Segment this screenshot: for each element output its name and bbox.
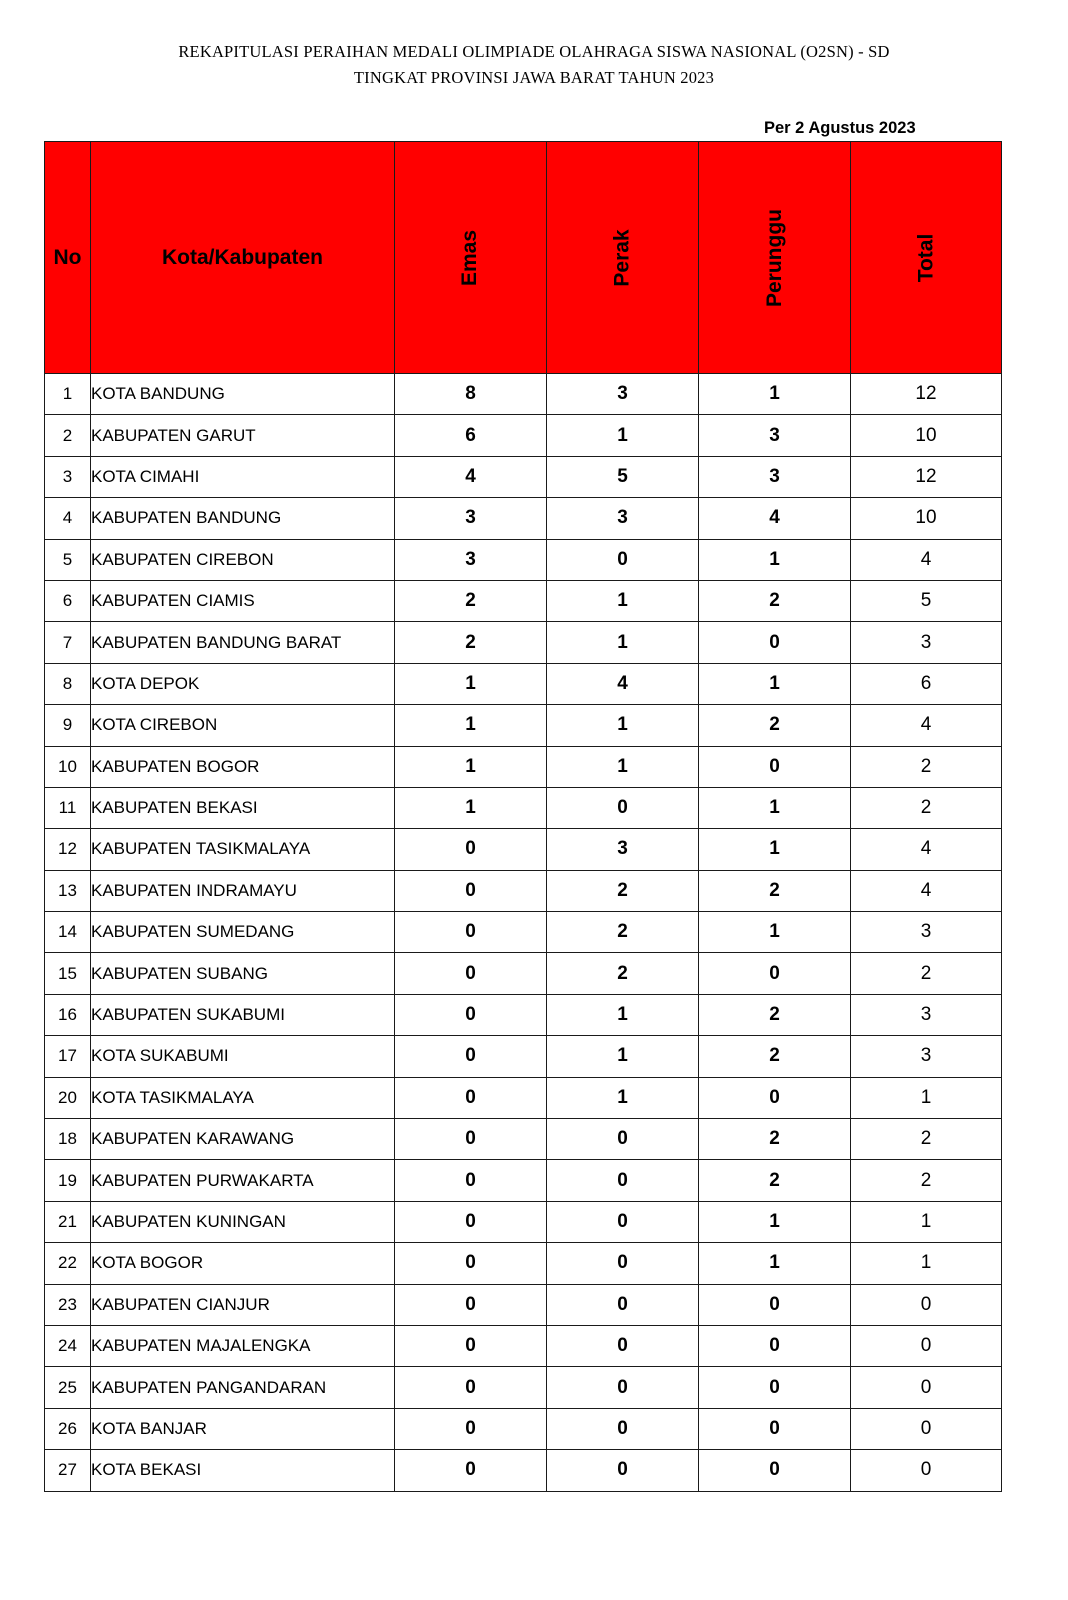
bronze-count: 2 [699,870,851,911]
table-row [45,580,1002,621]
row-number: 23 [45,1284,91,1325]
gold-count: 0 [395,1367,547,1408]
header-no [45,142,91,374]
city-name: KABUPATEN BANDUNG BARAT [91,622,395,663]
header-silver-label: Perak [610,228,634,287]
total-count: 3 [851,622,1002,663]
table-row [45,1450,1002,1491]
row-number: 6 [45,580,91,621]
silver-count: 1 [547,746,699,787]
city-name: KABUPATEN BOGOR [91,746,395,787]
silver-count: 1 [547,580,699,621]
silver-count: 0 [547,1201,699,1242]
city-name: KABUPATEN BEKASI [91,787,395,828]
city-name: KABUPATEN KARAWANG [91,1119,395,1160]
row-number: 22 [45,1243,91,1284]
total-count: 2 [851,1119,1002,1160]
row-number: 21 [45,1201,91,1242]
table-row [45,953,1002,994]
city-name: KOTA DEPOK [91,663,395,704]
silver-count: 0 [547,1325,699,1366]
bronze-count: 2 [699,1036,851,1077]
table-row [45,1160,1002,1201]
bronze-count: 4 [699,498,851,539]
city-name: KABUPATEN BANDUNG [91,498,395,539]
silver-count: 1 [547,622,699,663]
gold-count: 0 [395,1201,547,1242]
row-number: 3 [45,456,91,497]
total-count: 2 [851,953,1002,994]
gold-count: 1 [395,746,547,787]
total-count: 1 [851,1201,1002,1242]
gold-count: 0 [395,1036,547,1077]
table-row [45,1119,1002,1160]
total-count: 0 [851,1325,1002,1366]
city-name: KABUPATEN CIANJUR [91,1284,395,1325]
bronze-count: 2 [699,705,851,746]
header-row [45,142,1002,374]
total-count: 12 [851,456,1002,497]
bronze-count: 2 [699,1119,851,1160]
table-row [45,1408,1002,1449]
city-name: KOTA SUKABUMI [91,1036,395,1077]
medal-table [44,141,1002,1492]
silver-count: 1 [547,1077,699,1118]
city-name: KOTA BEKASI [91,1450,395,1491]
row-number: 27 [45,1450,91,1491]
header-total-label: Total [913,233,937,282]
header-gold [395,142,547,374]
row-number: 4 [45,498,91,539]
gold-count: 1 [395,663,547,704]
table-row [45,1036,1002,1077]
row-number: 10 [45,746,91,787]
row-number: 25 [45,1367,91,1408]
table-row [45,994,1002,1035]
row-number: 17 [45,1036,91,1077]
row-number: 26 [45,1408,91,1449]
silver-count: 1 [547,994,699,1035]
gold-count: 2 [395,622,547,663]
city-name: KABUPATEN TASIKMALAYA [91,829,395,870]
table-row [45,1367,1002,1408]
silver-count: 1 [547,705,699,746]
table-row [45,622,1002,663]
table-row [45,1077,1002,1118]
row-number: 12 [45,829,91,870]
table-body [45,374,1002,1492]
total-count: 10 [851,498,1002,539]
gold-count: 0 [395,829,547,870]
table-row [45,663,1002,704]
gold-count: 0 [395,1325,547,1366]
bronze-count: 0 [699,746,851,787]
bronze-count: 1 [699,1243,851,1284]
row-number: 2 [45,415,91,456]
bronze-count: 1 [699,539,851,580]
silver-count: 2 [547,953,699,994]
total-count: 5 [851,580,1002,621]
silver-count: 0 [547,1160,699,1201]
table-row [45,912,1002,953]
row-number: 1 [45,374,91,415]
bronze-count: 3 [699,456,851,497]
header-city [91,142,395,374]
row-number: 5 [45,539,91,580]
silver-count: 3 [547,498,699,539]
silver-count: 5 [547,456,699,497]
silver-count: 0 [547,1284,699,1325]
bronze-count: 2 [699,994,851,1035]
city-name: KABUPATEN SUKABUMI [91,994,395,1035]
table-row [45,374,1002,415]
silver-count: 0 [547,539,699,580]
gold-count: 3 [395,539,547,580]
gold-count: 0 [395,870,547,911]
gold-count: 1 [395,787,547,828]
bronze-count: 0 [699,1325,851,1366]
bronze-count: 0 [699,622,851,663]
row-number: 9 [45,705,91,746]
total-count: 0 [851,1284,1002,1325]
bronze-count: 0 [699,953,851,994]
report-date: Per 2 Agustus 2023 [764,119,916,137]
row-number: 13 [45,870,91,911]
bronze-count: 0 [699,1450,851,1491]
row-number: 11 [45,787,91,828]
bronze-count: 1 [699,1201,851,1242]
silver-count: 3 [547,829,699,870]
bronze-count: 1 [699,374,851,415]
city-name: KABUPATEN CIREBON [91,539,395,580]
bronze-count: 1 [699,829,851,870]
silver-count: 0 [547,1243,699,1284]
table-row [45,1201,1002,1242]
header-total [851,142,1002,374]
total-count: 12 [851,374,1002,415]
total-count: 2 [851,746,1002,787]
total-count: 2 [851,1160,1002,1201]
gold-count: 0 [395,1077,547,1118]
gold-count: 0 [395,994,547,1035]
table-row [45,1325,1002,1366]
total-count: 4 [851,829,1002,870]
city-name: KOTA BANDUNG [91,374,395,415]
bronze-count: 1 [699,912,851,953]
total-count: 6 [851,663,1002,704]
silver-count: 1 [547,1036,699,1077]
silver-count: 2 [547,870,699,911]
total-count: 4 [851,705,1002,746]
city-name: KOTA BANJAR [91,1408,395,1449]
gold-count: 3 [395,498,547,539]
silver-count: 1 [547,415,699,456]
table-row [45,705,1002,746]
table-header [45,142,1002,374]
gold-count: 0 [395,1119,547,1160]
gold-count: 8 [395,374,547,415]
row-number: 20 [45,1077,91,1118]
table-row [45,787,1002,828]
row-number: 7 [45,622,91,663]
document-subtitle: TINGKAT PROVINSI JAWA BARAT TAHUN 2023 [353,68,715,87]
table-row [45,1284,1002,1325]
total-count: 0 [851,1367,1002,1408]
document-title: REKAPITULASI PERAIHAN MEDALI OLIMPIADE OLAHRAGA SISWA NASIONAL (O2SN) - SD [178,42,890,61]
header-bronze-label: Perunggu [762,208,786,307]
header-bronze [699,142,851,374]
header-gold-label: Emas [458,229,482,286]
bronze-count: 2 [699,1160,851,1201]
gold-count: 0 [395,953,547,994]
total-count: 1 [851,1243,1002,1284]
gold-count: 0 [395,1243,547,1284]
silver-count: 0 [547,787,699,828]
header-city-label: Kota/Kabupaten [161,245,323,269]
bronze-count: 1 [699,663,851,704]
total-count: 1 [851,1077,1002,1118]
row-number: 14 [45,912,91,953]
city-name: KOTA BOGOR [91,1243,395,1284]
total-count: 3 [851,994,1002,1035]
city-name: KOTA CIREBON [91,705,395,746]
city-name: KABUPATEN KUNINGAN [91,1201,395,1242]
row-number: 24 [45,1325,91,1366]
city-name: KABUPATEN PANGANDARAN [91,1367,395,1408]
gold-count: 0 [395,1284,547,1325]
total-count: 10 [851,415,1002,456]
table-row [45,539,1002,580]
total-count: 0 [851,1450,1002,1491]
city-name: KABUPATEN INDRAMAYU [91,870,395,911]
gold-count: 0 [395,1408,547,1449]
city-name: KABUPATEN SUBANG [91,953,395,994]
total-count: 2 [851,787,1002,828]
bronze-count: 0 [699,1367,851,1408]
silver-count: 2 [547,912,699,953]
city-name: KABUPATEN GARUT [91,415,395,456]
row-number: 16 [45,994,91,1035]
total-count: 4 [851,539,1002,580]
city-name: KOTA CIMAHI [91,456,395,497]
table-row [45,746,1002,787]
table-row [45,829,1002,870]
silver-count: 0 [547,1119,699,1160]
silver-count: 0 [547,1450,699,1491]
silver-count: 4 [547,663,699,704]
table-row [45,1243,1002,1284]
gold-count: 0 [395,912,547,953]
gold-count: 0 [395,1160,547,1201]
total-count: 4 [851,870,1002,911]
table-row [45,456,1002,497]
gold-count: 2 [395,580,547,621]
city-name: KABUPATEN SUMEDANG [91,912,395,953]
row-number: 15 [45,953,91,994]
bronze-count: 2 [699,580,851,621]
gold-count: 1 [395,705,547,746]
total-count: 3 [851,1036,1002,1077]
bronze-count: 3 [699,415,851,456]
total-count: 3 [851,912,1002,953]
silver-count: 3 [547,374,699,415]
gold-count: 6 [395,415,547,456]
header-silver [547,142,699,374]
bronze-count: 0 [699,1077,851,1118]
gold-count: 0 [395,1450,547,1491]
silver-count: 0 [547,1408,699,1449]
silver-count: 0 [547,1367,699,1408]
city-name: KABUPATEN MAJALENGKA [91,1325,395,1366]
gold-count: 4 [395,456,547,497]
row-number: 18 [45,1119,91,1160]
bronze-count: 0 [699,1408,851,1449]
row-number: 19 [45,1160,91,1201]
table-row [45,498,1002,539]
bronze-count: 1 [699,787,851,828]
table-row [45,415,1002,456]
city-name: KOTA TASIKMALAYA [91,1077,395,1118]
bronze-count: 0 [699,1284,851,1325]
total-count: 0 [851,1408,1002,1449]
header-no-label: No [53,245,82,269]
table-row [45,870,1002,911]
city-name: KABUPATEN PURWAKARTA [91,1160,395,1201]
row-number: 8 [45,663,91,704]
city-name: KABUPATEN CIAMIS [91,580,395,621]
